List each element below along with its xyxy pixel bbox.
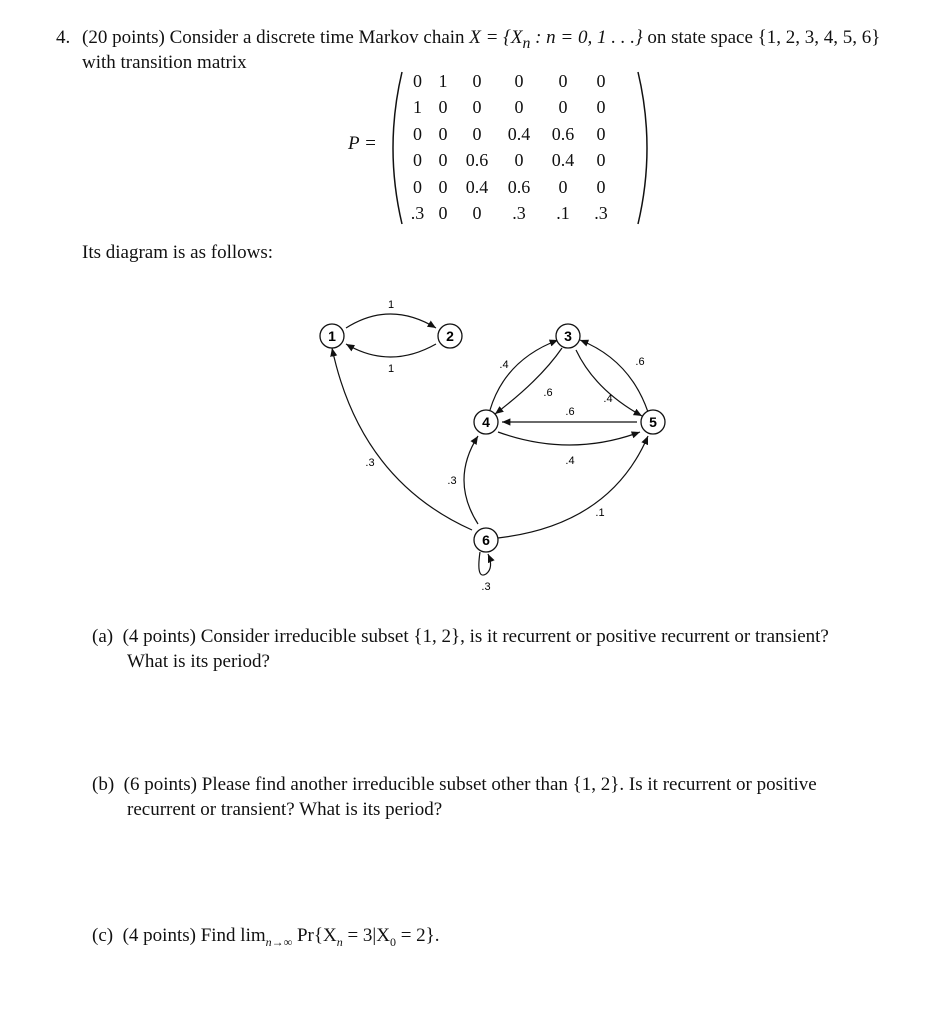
matrix-cell: 0 <box>438 123 448 144</box>
matrix-cell: .3 <box>594 203 608 224</box>
edge-6-1 <box>332 348 472 530</box>
part-c-text: Find $\lim_{n\to\infty} Pr\{X_n = 3|X_0 = 2\}$. <box>200 925 440 949</box>
edge-1-2 <box>346 314 436 328</box>
matrix-cell: 0 <box>596 123 606 144</box>
edge-5-3 <box>580 340 648 412</box>
matrix-row <box>406 148 617 175</box>
matrix-label: P = <box>348 133 377 154</box>
part-b <box>92 773 817 797</box>
node-5-label: 5 <box>649 414 657 430</box>
edge-2-1 <box>346 344 436 357</box>
matrix-cell: 0 <box>472 70 482 91</box>
part-b-points: (6 points) <box>123 774 198 795</box>
matrix-cell: 0 <box>514 150 524 171</box>
problem-points: (20 points) <box>82 27 165 48</box>
diagram-intro: Its diagram is as follows: <box>82 242 274 263</box>
matrix-cell: 0 <box>514 70 524 91</box>
state-space: {1, 2, 3, 4, 5, 6} <box>757 27 881 48</box>
matrix-cell: 0 <box>413 70 422 91</box>
matrix-cell: 0 <box>472 203 482 224</box>
edge-4-5 <box>498 432 640 445</box>
matrix-cell: 0 <box>413 150 422 171</box>
label-1-2: 1 <box>387 299 395 311</box>
matrix-cell: 0.6 <box>465 150 489 171</box>
matrix-cell: .3 <box>512 203 526 224</box>
node-3-label: 3 <box>564 328 572 344</box>
problem-intro-text-b: on state space <box>647 27 753 48</box>
chain-definition: $X = \{X_n$ : n = 0, 1 . . .} <box>469 27 643 52</box>
matrix-cell: 0 <box>596 150 606 171</box>
label-6-4: .3 <box>447 475 457 487</box>
part-a-points: (4 points) <box>122 626 196 647</box>
problem-intro-line2: with transition matrix <box>82 52 247 73</box>
label-5-4: .6 <box>565 406 575 418</box>
label-4-5: .4 <box>565 455 575 467</box>
edge-3-4 <box>495 348 562 414</box>
part-b-text: Please find another irreducible subset other than {1, 2}. Is it recurrent or positive <box>201 774 817 795</box>
matrix-row <box>406 121 617 148</box>
label-2-1: 1 <box>387 363 395 375</box>
matrix-cell: 0 <box>596 176 606 197</box>
edge-6-4 <box>464 436 478 524</box>
markov-diagram <box>300 290 680 600</box>
part-c-label: (c) <box>92 925 114 946</box>
matrix-cell: 0.6 <box>507 176 531 197</box>
label-3-5: .4 <box>603 393 613 405</box>
matrix-row <box>406 68 617 95</box>
matrix-cell: 0 <box>472 97 482 118</box>
matrix-cell: 0.4 <box>551 150 575 171</box>
part-a-label: (a) <box>92 626 114 647</box>
matrix-cell: 0 <box>558 70 568 91</box>
matrix-cell: 0.4 <box>465 176 489 197</box>
label-3-4: .6 <box>543 387 553 399</box>
matrix-cell: 0 <box>596 70 606 91</box>
label-5-3: .6 <box>635 356 645 368</box>
matrix-cell: .3 <box>410 203 425 224</box>
matrix-cell: 0.4 <box>507 123 531 144</box>
problem-intro-text: Consider a discrete time Markov chain <box>169 27 465 48</box>
matrix-cell: 0 <box>438 176 448 197</box>
part-c-points: (4 points) <box>122 925 196 946</box>
matrix-row <box>406 201 617 228</box>
problem-number: 4. <box>56 27 71 48</box>
matrix-table <box>406 68 617 227</box>
matrix-cell: 1 <box>438 70 448 91</box>
label-4-3: .4 <box>499 359 509 371</box>
node-1-label: 1 <box>328 328 336 344</box>
label-6-5: .1 <box>595 507 605 519</box>
matrix-cell: 0 <box>438 150 448 171</box>
edge-3-5 <box>576 350 645 416</box>
label-6-1: .3 <box>365 457 375 469</box>
node-2-label: 2 <box>446 328 454 344</box>
matrix-cell: 1 <box>413 97 422 118</box>
edge-6-5 <box>498 436 648 538</box>
part-c <box>92 924 440 954</box>
matrix-cell: 0 <box>413 123 422 144</box>
matrix-row <box>406 174 617 201</box>
matrix-cell: .1 <box>556 203 570 224</box>
part-a-line2: What is its period? <box>127 651 270 672</box>
matrix-cell: 0 <box>514 97 524 118</box>
node-4-label: 4 <box>482 414 490 430</box>
matrix-row <box>406 95 617 122</box>
part-a <box>92 625 829 649</box>
edge-4-3 <box>490 340 558 410</box>
part-a-text: Consider irreducible subset {1, 2}, is it recurrent or positive recurrent or transient? <box>200 626 829 647</box>
matrix-cell: 0 <box>596 97 606 118</box>
part-b-label: (b) <box>92 774 115 795</box>
transition-matrix <box>380 68 660 228</box>
matrix-cell: 0 <box>472 123 482 144</box>
matrix-cell: 0 <box>438 203 448 224</box>
matrix-cell: 0 <box>413 176 422 197</box>
part-b-line2: recurrent or transient? What is its period? <box>127 799 443 820</box>
node-6-label: 6 <box>482 532 490 548</box>
matrix-cell: 0 <box>438 97 448 118</box>
matrix-cell: 0.6 <box>551 123 575 144</box>
label-6-6: .3 <box>481 581 491 593</box>
matrix-cell: 0 <box>558 97 568 118</box>
edge-6-6 <box>479 552 491 575</box>
markov-diagram-svg <box>300 290 680 600</box>
matrix-cell: 0 <box>558 176 568 197</box>
